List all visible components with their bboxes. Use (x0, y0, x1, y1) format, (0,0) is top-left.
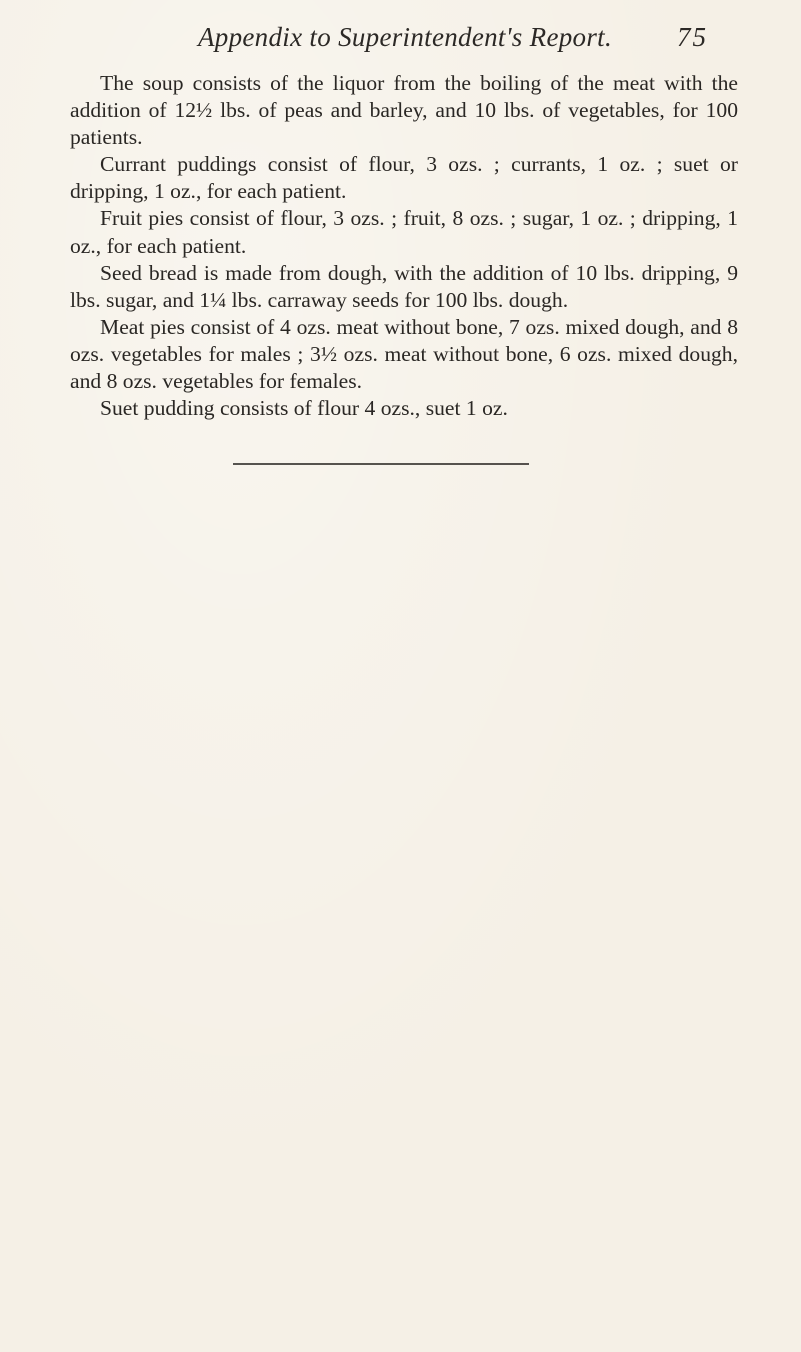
page-header (198, 22, 718, 58)
paragraph-meat-pies: Meat pies consist of 4 ozs. meat without bone, 7 ozs. mixed dough, and 8 ozs. vegetables for males ; 3½ ozs. meat without bone, 6 ozs. mixed dough, and 8 ozs. vegetables for females. (70, 314, 738, 394)
running-head: Appendix to Superintendent's Report. (198, 22, 612, 52)
body-text (70, 70, 738, 422)
page-number: 75 (677, 22, 708, 52)
paragraph-fruit-pies: Fruit pies consist of flour, 3 ozs. ; fruit, 8 ozs. ; sugar, 1 oz. ; dripping, 1 oz., for each patient. (70, 206, 738, 258)
paragraph-currant-puddings: Currant puddings consist of flour, 3 ozs. ; currants, 1 oz. ; suet or dripping, 1 oz., for each patient. (70, 152, 738, 204)
section-divider-rule (233, 463, 529, 465)
paragraph-soup: The soup consists of the liquor from the boiling of the meat with the addition of 12½ lbs. of peas and barley, and 10 lbs. of vegetables, for 100 patients. (70, 71, 738, 150)
paragraph-suet-pudding: Suet pudding consists of flour 4 ozs., suet 1 oz. (100, 396, 508, 421)
paragraph-seed-bread: Seed bread is made from dough, with the addition of 10 lbs. dripping, 9 lbs. sugar, and 1¼ lbs. carraway seeds for 100 lbs. dough. (70, 260, 738, 312)
